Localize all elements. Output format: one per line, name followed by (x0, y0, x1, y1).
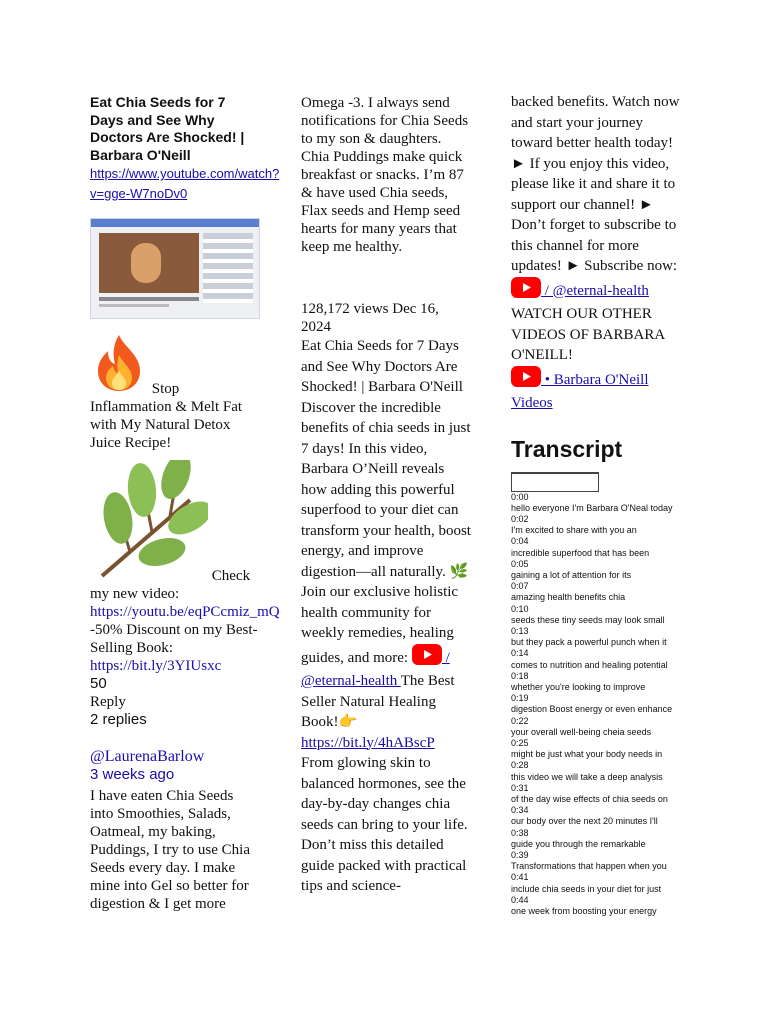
transcript-search-input[interactable] (511, 472, 599, 492)
transcript-text: comes to nutrition and healing potential (511, 659, 668, 670)
transcript-timestamp[interactable]: 0:00 (511, 491, 529, 502)
comment-text: I have eaten Chia Seeds into Smoothies, Salads, Oatmeal, my baking, Puddings, I try to use Chia Seeds every day. I make mine into Gel so better for digestion & I get more (90, 788, 250, 912)
transcript-timestamp[interactable]: 0:18 (511, 670, 529, 681)
video-thumbnail[interactable] (90, 218, 260, 319)
replies-toggle[interactable]: 2 replies (90, 711, 147, 728)
transcript-text: gaining a lot of attention for its (511, 569, 632, 580)
subscribe-link[interactable]: / @eternal-health (511, 283, 649, 299)
transcript-timestamp[interactable]: 0:38 (511, 827, 529, 838)
new-video-link[interactable]: https://youtu.be/eqPCcmiz_mQ (90, 604, 280, 620)
barbara-videos-link[interactable]: • Barbara O'Neill Videos (511, 372, 649, 412)
description-continued: backed benefits. Watch now and start your journey toward better health today! ► If you enjoy this video, please like it and share it to support our channel! ► Don’t forget to subscribe to this channel for more updates! ► Subscribe now: / @eternal-health WATCH OUR OTHER VIDEOS OF BARBARA O'NEILL! (511, 94, 680, 363)
transcript-timestamp[interactable]: 0:31 (511, 782, 529, 793)
transcript-text: digestion Boost energy or even enhance (511, 704, 673, 715)
transcript-text: include chia seeds in your diet for just (511, 883, 662, 894)
promo-inflammation: Stop Inflammation & Melt Fat with My Natural Detox Juice Recipe! (90, 333, 260, 452)
youtube-icon (511, 366, 541, 394)
transcript-text: guide you through the remarkable (511, 838, 646, 849)
book-link[interactable]: https://bit.ly/3YIUsxc (90, 658, 222, 674)
transcript-text: hello everyone I'm Barbara O'Neal today (511, 502, 673, 513)
transcript-text: amazing health benefits chia (511, 592, 626, 603)
column-1 (90, 92, 280, 913)
fire-icon (90, 333, 148, 398)
transcript-heading: Transcript (511, 435, 623, 462)
transcript-timestamp[interactable]: 0:13 (511, 625, 529, 636)
comment-timestamp[interactable]: 3 weeks ago (90, 766, 175, 783)
transcript-timestamp[interactable]: 0:07 (511, 581, 529, 592)
video-description-2: From glowing skin to balanced hormones, see the day-by-day changes chia seeds can bring to your life. Don’t miss this detailed guide packed with practical tips and science- (301, 755, 468, 894)
transcript-timestamp[interactable]: 0:05 (511, 558, 529, 569)
transcript-timestamp[interactable]: 0:28 (511, 760, 529, 771)
transcript-timestamp[interactable]: 0:39 (511, 850, 529, 860)
comment-text-continued: Omega -3. I always send notifications for Chia Seeds to my son & daughters. Chia Puddings make quick breakfast or snacks. I’m 87 & have used Chia seeds, Flax seeds and Hemp seed hearts for many years that keep me healthy. (301, 95, 469, 255)
reply-button[interactable]: Reply (90, 694, 126, 710)
video-description: Eat Chia Seeds for 7 Days and See Why Doctors Are Shocked! | Barbara O'Neill Discover the incredible benefits of chia seeds in just 7 days! In this video, Barbara O’Neill reveals how adding this powerful superfood to your diet can transform your health, boost energy, and improve digestion—all naturally. 🌿 Join our exclusive holistic health community for weekly remedies, healing guides, and more: / @eternal-health The Best Seller Natural Healing Book!👉 (301, 338, 471, 730)
transcript-text: might be just what your body needs in (511, 749, 663, 760)
comment-author[interactable]: @LaurenaBarlow (90, 748, 205, 765)
transcript-timestamp[interactable]: 0:44 (511, 894, 529, 905)
transcript-timestamp[interactable]: 0:10 (511, 603, 529, 614)
video-url-link[interactable]: https://www.youtube.com/watch?v=gge-W7noDv0 (90, 166, 280, 201)
transcript-text: Transformations that happen when you (511, 861, 667, 872)
natural-healing-book-link[interactable]: https://bit.ly/4hABscP (301, 734, 435, 751)
transcript-text: incredible superfood that has been (511, 547, 650, 558)
transcript-timestamp[interactable]: 0:41 (511, 872, 529, 883)
column-3 (511, 92, 681, 917)
transcript-text: I'm excited to share with you an (511, 525, 637, 536)
leaf-icon (90, 460, 208, 585)
like-count: 50 (90, 675, 107, 692)
transcript-text: your overall well-being cheia seeds (511, 726, 652, 737)
community-link[interactable]: / @eternal-health (301, 650, 450, 690)
transcript-timestamp[interactable]: 0:19 (511, 693, 529, 704)
transcript-text: this video we will take a deep analysis (511, 771, 663, 782)
transcript-text: one week from boosting your energy (511, 906, 657, 917)
transcript-text: whether you're looking to improve (511, 681, 646, 692)
youtube-icon (511, 277, 541, 305)
transcript-text: seeds these tiny seeds may look small (511, 614, 665, 625)
youtube-icon (412, 644, 442, 672)
transcript-text: but they pack a powerful punch when it (511, 637, 667, 648)
transcript-text: of the day wise effects of chia seeds on (511, 793, 668, 804)
transcript-timestamp[interactable]: 0:02 (511, 513, 529, 524)
promo-new-video: Check my new video: (90, 460, 260, 603)
transcript-timestamp[interactable]: 0:04 (511, 536, 529, 547)
video-stats: 128,172 views Dec 16, 2024 (301, 301, 439, 335)
transcript-timestamp[interactable]: 0:14 (511, 648, 529, 659)
column-2 (301, 92, 471, 897)
transcript-timestamp[interactable]: 0:22 (511, 715, 529, 726)
transcript-text: our body over the next 20 minutes I'll (511, 816, 658, 827)
transcript-timestamp[interactable]: 0:34 (511, 805, 529, 816)
transcript-list (511, 492, 681, 918)
discount-text: -50% Discount on my Best-Selling Book: (90, 622, 258, 656)
video-title: Eat Chia Seeds for 7 Days and See Why Doctors Are Shocked! | Barbara O'Neill (90, 94, 245, 163)
transcript-timestamp[interactable]: 0:25 (511, 737, 529, 748)
